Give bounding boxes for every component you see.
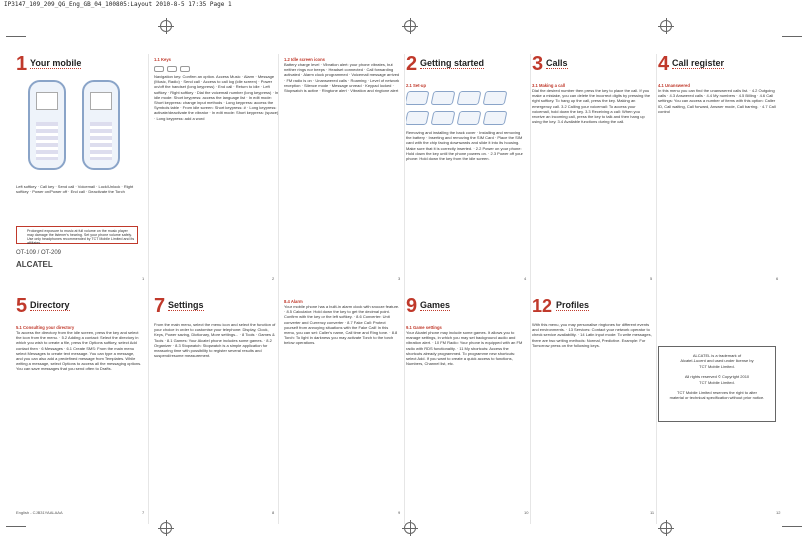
key-legend: Left softkey · Call key · Send call · Voicemail · Lock/Unlock · Right softkey · Power on/Power off · End call · Deactivate the Torch bbox=[16, 184, 134, 195]
chapter-title: Calls bbox=[546, 58, 568, 68]
section-heading: 3.1 Making a call bbox=[532, 83, 566, 88]
page-number: 4 bbox=[524, 276, 527, 281]
directory-description: To access the directory from the idle screen, press the key and select the icon from the menu. · 5.2 Adding a contact: Select the directory in which you wish to create a file, press the Options softkey, select Add contact then · 6 Messages · 6.1 Create SMS: From the main menu select Messages to create text message. You can type a message, and you can also add a predefined message from Templates. While writing a message, select Options to access all the messaging options. You can save messages that you send often to Drafts. bbox=[16, 330, 142, 372]
section-heading: 5.1 Consulting your directory bbox=[16, 325, 75, 330]
alcatel-logo: ALCATEL bbox=[16, 260, 53, 269]
page-number: 7 bbox=[142, 510, 145, 515]
chapter-number: 9 bbox=[406, 296, 418, 317]
panel-directory bbox=[16, 296, 144, 521]
setup-illustrations bbox=[406, 91, 524, 127]
chapter-number: 2 bbox=[406, 54, 418, 75]
page-number: 6 bbox=[776, 276, 779, 281]
page-number: 11 bbox=[650, 510, 655, 515]
panel-profiles bbox=[532, 296, 654, 521]
registration-mark bbox=[160, 20, 172, 32]
section-heading: 1.2 Idle screen icons bbox=[284, 57, 325, 62]
call-key-icon bbox=[167, 66, 177, 72]
panel-call-register bbox=[658, 54, 782, 284]
registration-mark bbox=[660, 522, 672, 534]
chapter-title: Settings bbox=[168, 300, 204, 310]
page-number: 2 bbox=[272, 276, 275, 281]
chapter-number: 7 bbox=[154, 296, 166, 317]
notice-line: ALCATEL is a trademark of bbox=[692, 353, 742, 358]
legal-notice bbox=[658, 346, 776, 422]
page-number: 5 bbox=[650, 276, 653, 281]
section-heading: 8.4 Alarm bbox=[284, 299, 303, 304]
section-heading: 4.1 Unanswered bbox=[658, 83, 690, 88]
call-register-description: In this menu you can find the unanswered calls list. · 4.2 Outgoing calls · 4.3 Answered calls · 4.4 My numbers · 4.5 Billing · 4.6 Call settings: You can access a number of items with this option: Caller ID, Call waiting, Call forward, Answer mode, Call barring. · 4.7 Call control bbox=[658, 88, 776, 114]
crop-mark bbox=[6, 36, 26, 37]
registration-mark bbox=[404, 20, 416, 32]
games-description: Your Alcatel phone may include some games. It allows you to manage settings, in which you may set background audio and vibration alert. · 10 FM Radio: Your phone is equipped with an FM radio with RDS functionality. · 11 My shortcuts: Access the shortcuts already programmed. To programme new shortcuts: select Add. If you want to create a quick access to functions, Numbers, Channel list, etc. bbox=[406, 330, 523, 367]
section-heading: 1.1 Keys bbox=[154, 57, 171, 62]
panel-settings bbox=[154, 296, 280, 521]
leaflet-sheet bbox=[0, 14, 808, 551]
notice-line: Alcatel-Lucent and used under license by bbox=[680, 358, 754, 364]
panel-idle-icons bbox=[284, 54, 400, 284]
chapter-number: 1 bbox=[16, 54, 28, 75]
chapter-number: 3 bbox=[532, 54, 544, 75]
chapter-title: Getting started bbox=[420, 58, 485, 68]
page-number: 12 bbox=[776, 510, 781, 515]
chapter-number: 4 bbox=[658, 54, 670, 75]
section-heading: 9.1 Game settings bbox=[406, 325, 442, 330]
end-key-icon bbox=[180, 66, 190, 72]
notice-line: TCT Mobile Limited reserves the right to alter bbox=[677, 390, 757, 396]
print-header: IP3147_109_209_QG_Eng_GB_04_100805:Layout 2010-8-5 17:35 Page 1 bbox=[4, 1, 232, 8]
notice-line: TCT Mobile Limited. bbox=[699, 379, 735, 385]
registration-mark bbox=[404, 522, 416, 534]
chapter-title: Call register bbox=[672, 58, 725, 68]
chapter-number: 5 bbox=[16, 296, 28, 317]
navigation-key-icon bbox=[154, 66, 164, 72]
chapter-number: 12 bbox=[532, 296, 553, 316]
setup-description: Removing and installing the back cover · Installing and removing the battery · Inserting and removing the SIM Card · Place the SIM card with the chip facing downwards and slide it into its housing. Make sure that it is correctly inserted. · 2.2 Power on your phone: Hold down the key until the phone powers on. · 2.3 Power off your phone: Hold down the key from the idle screen. bbox=[406, 130, 523, 162]
panel-legal bbox=[658, 296, 782, 521]
model-label: OT-109 / OT-209 bbox=[16, 250, 62, 256]
phone-illustration bbox=[22, 80, 142, 180]
alarm-description: Your mobile phone has a built-in alarm clock with snooze feature. · 8.5 Calculator: Hold down the key to get the decimal point. Confirm with the key or the left softkey. · 8.6 Converter: Unit converter and Currency converter · 8.7 Fake Call: Protect yourself from annoying situations with the Fake Call! In this menu, you can set: Caller's name, Call time and Ring tone. · 8.8 Torch: To light in darkness you may activate Torch to the torch below operations. bbox=[284, 304, 400, 346]
crop-mark bbox=[782, 526, 802, 527]
chapter-title: Directory bbox=[30, 300, 70, 310]
page-number: 8 bbox=[272, 510, 275, 515]
chapter-title: Profiles bbox=[556, 300, 590, 310]
registration-mark bbox=[160, 522, 172, 534]
registration-mark bbox=[660, 20, 672, 32]
panel-alarm bbox=[284, 296, 400, 521]
chapter-title: Games bbox=[420, 300, 451, 310]
panel-keys bbox=[154, 54, 280, 284]
settings-description: From the main menu, select the menu icon and select the function of your choice in order to customise your telephone: Display, Clock, Keys, Power saving, Dictionary, More settings... · 8 Tools · Games & Tools · 8.1 Games: Your Alcatel phone includes some games. · 8.2 Organizer · 8.3 Stopwatch: Stopwatch is a simple application for measuring time with possibility to register several results and suspend/resume measurement. bbox=[154, 322, 276, 359]
page-number: 3 bbox=[398, 276, 401, 281]
panel-calls bbox=[532, 54, 654, 284]
crop-mark bbox=[782, 36, 802, 37]
panel-games bbox=[406, 296, 528, 521]
icons-description: Battery charge level · Vibration alert: your phone vibrates, but neither rings nor beeps · Headset connected · Call forwarding activated · Alarm clock programmed · Voicemail message arrived · FM radio is on · Unanswered calls · Roaming · Level of network reception · Silence mode · Message unread · Keypad locked · Stopwatch is active · Ringtone alert · Vibration and ringtone alert bbox=[284, 62, 400, 94]
profiles-description: With this menu, you may personalise ringtones for different events and environments. · 13 Services: Contact your network operator to check service availability. · 14 Latin input mode: To write messages, there are two writing methods: Normal, Predictive. Example: For Tomorrow press on the following keys. bbox=[532, 322, 652, 348]
notice-line: material or technical specification without prior notice. bbox=[669, 395, 765, 401]
page-number: 10 bbox=[524, 510, 529, 515]
notice-line: TCT Mobile Limited. bbox=[699, 363, 735, 369]
keys-description: Navigation key: Confirm an option. Access Music · Alarm · Message (Music, Radio) · Send call · Access to call log (idle screen) · Power on/off the handset (long keypress) · End call · Return to idle · Left softkey · Right softkey · Dial the voicemail number (long keypress) · In idle mode: Short keypress: access the language list · In edit mode: Short keypress: change input methods · Long keypress: access the Symbols table · From idle screen: Short keypress: # · Long keypress: activate/deactivate the vibrator · In edit mode: Short keypress: (space) · Long keypress: add a word bbox=[154, 74, 279, 121]
section-heading: 2.1 Set-up bbox=[406, 83, 427, 88]
chapter-title: Your mobile bbox=[30, 58, 82, 68]
calls-description: Dial the desired number then press the key to place the call. If you make a mistake, you can delete the incorrect digits by pressing the right softkey. To hang up the call, press the key. Making an emergency call. 3.2 Calling your voicemail: To access your voicemail, hold down the key. 3.3 Receiving a call: When you receive an incoming call, press the key to talk and then hang up using the key. 3.4 Available functions during the call. bbox=[532, 88, 651, 125]
page-number: 1 bbox=[142, 276, 145, 281]
notice-line: All rights reserved © Copyright 2010 bbox=[684, 374, 750, 380]
crop-mark bbox=[6, 526, 26, 527]
document-code: English - CJB31YAALAAA bbox=[16, 510, 63, 515]
hearing-warning: Prolonged exposure to music at full volume on the music player may damage the listener's hearing. Set your phone volume safely. Use only headphones recommended by TCT Mobile Limited and its affiliates. bbox=[16, 226, 138, 244]
panel-getting-started bbox=[406, 54, 528, 284]
page-number: 9 bbox=[398, 510, 401, 515]
